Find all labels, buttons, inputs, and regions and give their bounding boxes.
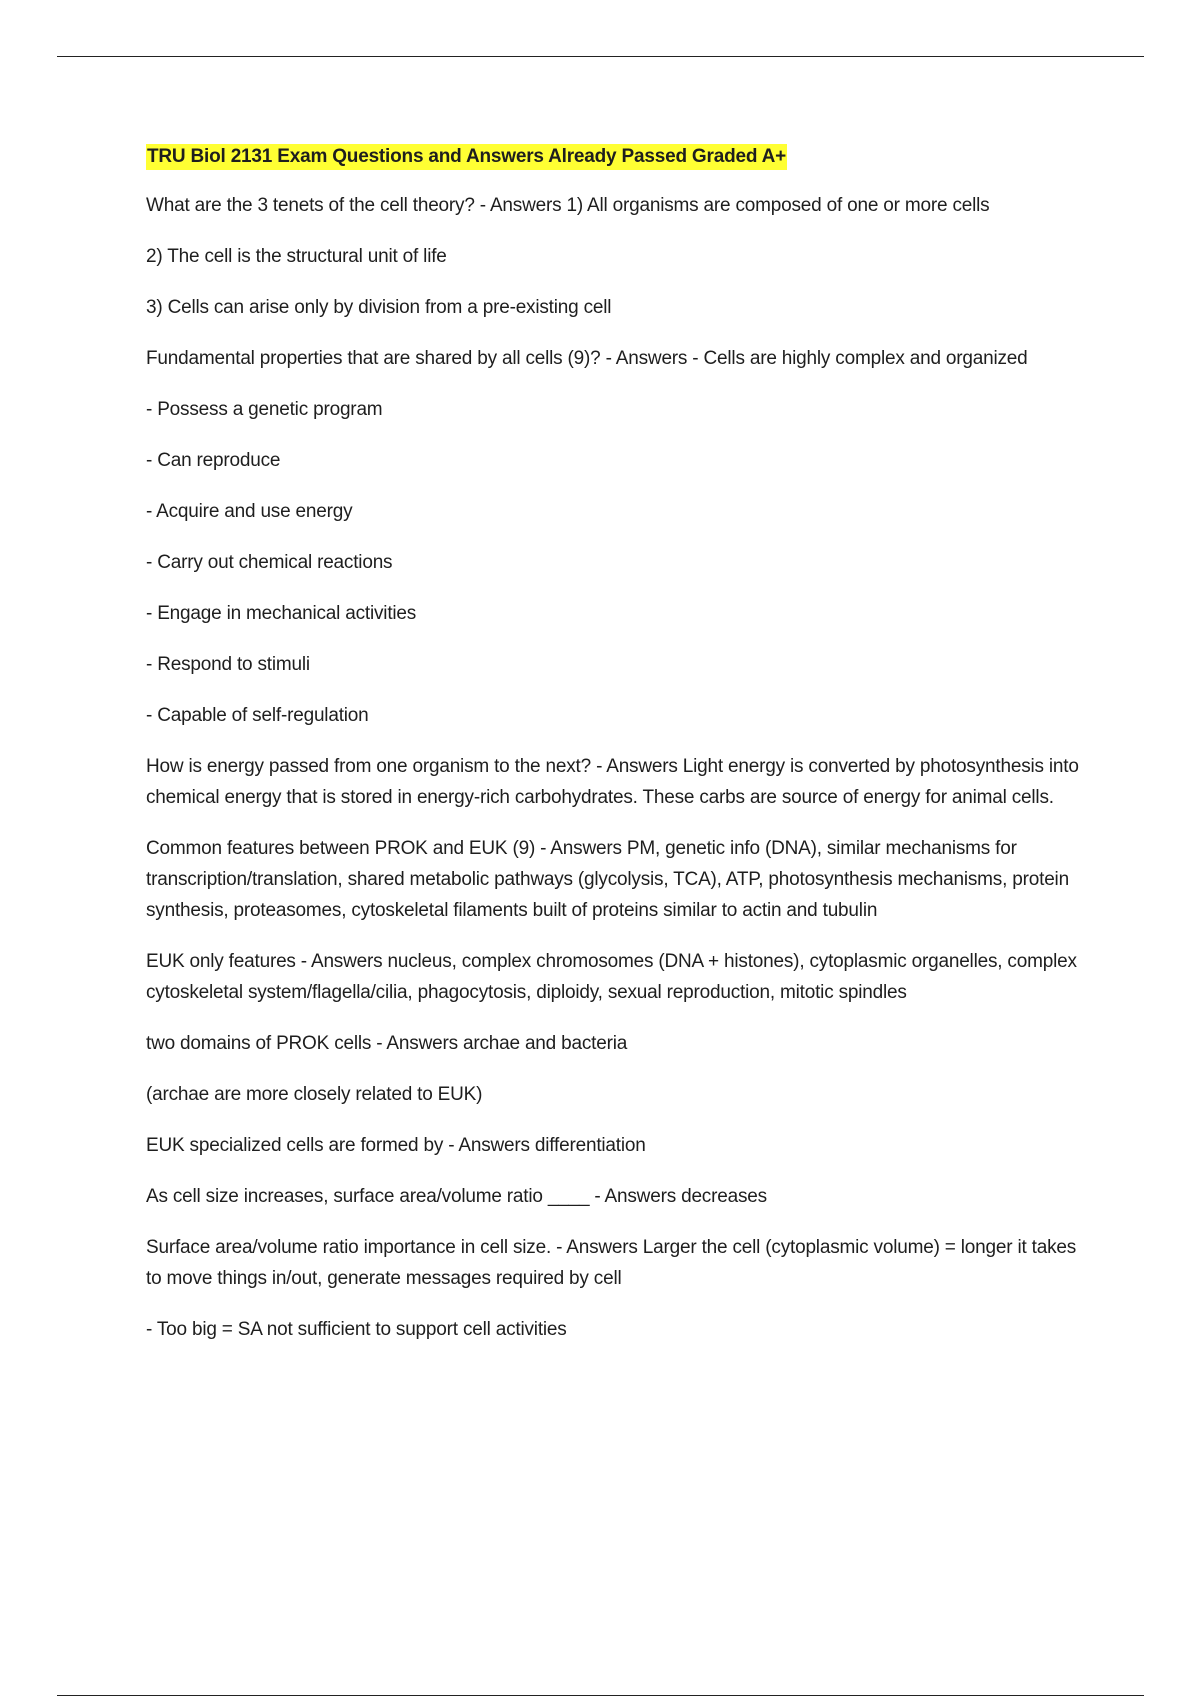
paragraph: Common features between PROK and EUK (9) - Answers PM, genetic info (DNA), similar mechanisms for transcription/translation, shared metabolic pathways (glycolysis, TCA), ATP, photosynthesis mechanisms, protein synthesis, proteasomes, cytoskeletal filaments built of proteins similar to actin and tubulin: [146, 838, 1069, 921]
document-title: TRU Biol 2131 Exam Questions and Answers Already Passed Graded A+: [146, 144, 787, 170]
footer-rule: [57, 1695, 1144, 1696]
document-body: [146, 144, 1091, 1365]
paragraph: - Respond to stimuli: [146, 654, 310, 675]
paragraph: 2) The cell is the structural unit of life: [146, 246, 447, 267]
header-rule: [57, 56, 1144, 57]
paragraph: - Acquire and use energy: [146, 501, 353, 522]
paragraph: Fundamental properties that are shared by all cells (9)? - Answers - Cells are highly complex and organized: [146, 348, 1028, 369]
paragraph: Surface area/volume ratio importance in cell size. - Answers Larger the cell (cytoplasmic volume) = longer it takes to move things in/out, generate messages required by cell: [146, 1237, 1077, 1289]
paragraph: (archae are more closely related to EUK): [146, 1084, 483, 1105]
paragraph: EUK only features - Answers nucleus, complex chromosomes (DNA + histones), cytoplasmic organelles, complex cytoskeletal system/flagella/cilia, phagocytosis, diploidy, sexual reproduction, mitotic spindles: [146, 951, 1077, 1003]
paragraph: - Carry out chemical reactions: [146, 552, 393, 573]
paragraph: What are the 3 tenets of the cell theory? - Answers 1) All organisms are composed of one or more cells: [146, 195, 990, 216]
paragraph: 3) Cells can arise only by division from a pre-existing cell: [146, 297, 612, 318]
paragraph: - Possess a genetic program: [146, 399, 383, 420]
paragraph: - Can reproduce: [146, 450, 281, 471]
paragraph: two domains of PROK cells - Answers archae and bacteria: [146, 1033, 628, 1054]
paragraph: As cell size increases, surface area/volume ratio ____ - Answers decreases: [146, 1186, 767, 1207]
paragraph: - Engage in mechanical activities: [146, 603, 417, 624]
paragraph: - Capable of self-regulation: [146, 705, 369, 726]
paragraph: How is energy passed from one organism to the next? - Answers Light energy is converted by photosynthesis into chemical energy that is stored in energy-rich carbohydrates. These carbs are source of energy for animal cells.: [146, 756, 1079, 808]
paragraph: EUK specialized cells are formed by - Answers differentiation: [146, 1135, 646, 1156]
paragraph: - Too big = SA not sufficient to support cell activities: [146, 1319, 567, 1340]
